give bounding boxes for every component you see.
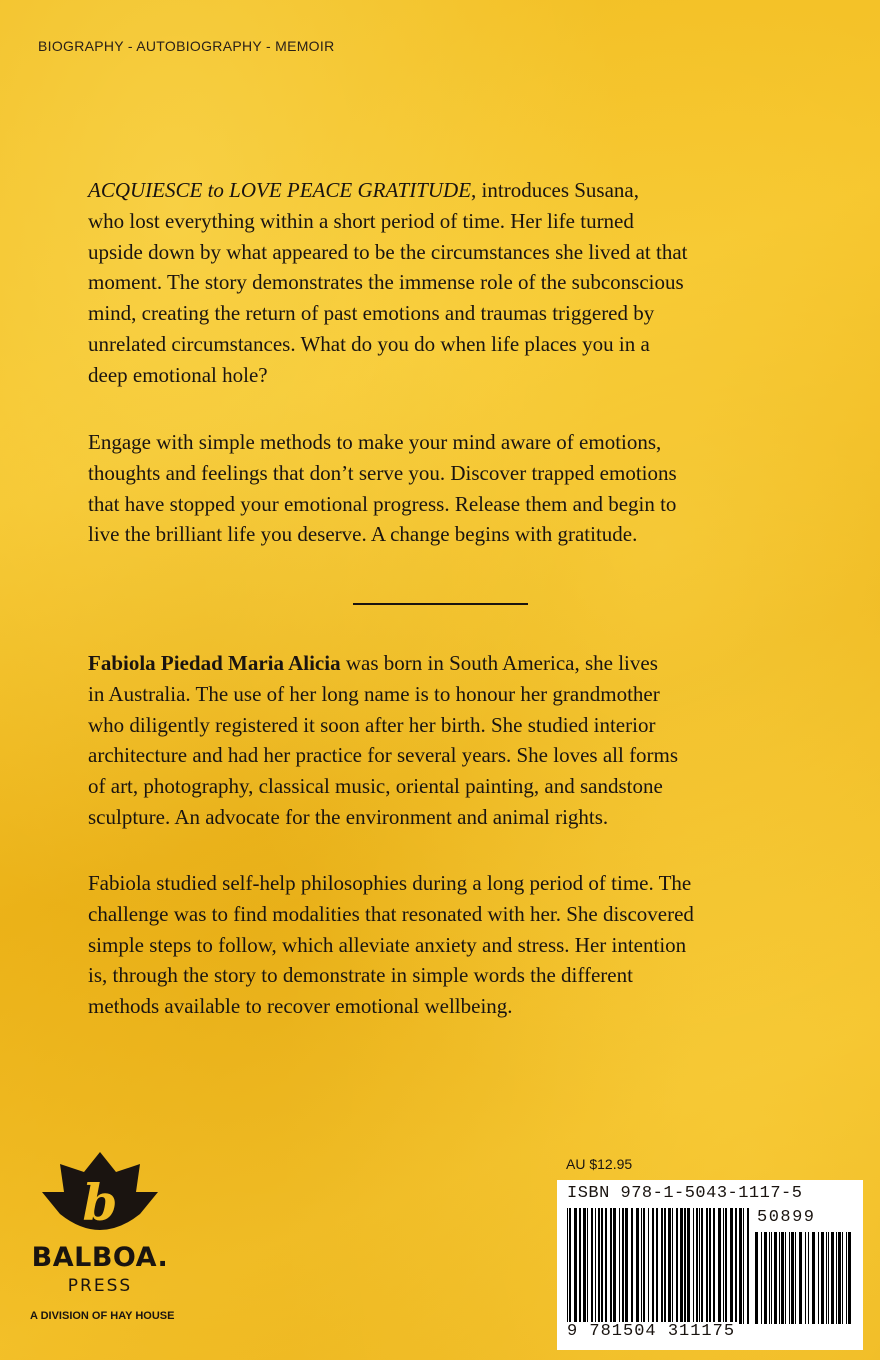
author-bio-line: architecture and had her practice for several years. She loves all forms — [88, 743, 679, 768]
barcode-bar — [656, 1208, 658, 1324]
barcode-bar — [567, 1208, 568, 1324]
barcode-bar — [643, 1208, 645, 1324]
isbn-label: ISBN 978-1-5043-1117-5 — [567, 1184, 803, 1203]
isbn-barcode — [557, 1180, 863, 1350]
barcode-bar — [781, 1232, 784, 1324]
ean-barcode-bars — [567, 1208, 753, 1324]
engage-line: thoughts and feelings that don’t serve you. Discover trapped emotions — [88, 460, 677, 485]
barcode-bar — [583, 1208, 586, 1324]
synopsis-line: unrelated circumstances. What do you do when life places you in a — [88, 331, 650, 356]
barcode-bar — [828, 1232, 829, 1324]
barcode-bar — [706, 1208, 708, 1324]
barcode-bar — [672, 1208, 673, 1324]
price-label: AU $12.95 — [566, 1156, 633, 1172]
section-divider — [353, 603, 528, 605]
barcode-bar — [739, 1208, 742, 1324]
barcode-bar — [725, 1208, 727, 1324]
barcode-bar — [684, 1208, 686, 1324]
barcode-bar — [648, 1208, 649, 1324]
publisher-name: BALBOA. — [31, 1242, 169, 1273]
author-study-line: Fabiola studied self-help philosophies during a long period of time. The — [88, 871, 692, 895]
barcode-bar — [622, 1208, 624, 1324]
barcode-bar — [676, 1208, 678, 1324]
barcode-bar — [785, 1232, 786, 1324]
barcode-bar — [595, 1208, 596, 1324]
barcode-bar — [808, 1232, 809, 1324]
barcode-bar — [761, 1232, 762, 1324]
barcode-bar — [574, 1208, 577, 1324]
barcode-bar — [735, 1208, 737, 1324]
barcode-bar — [661, 1208, 663, 1324]
barcode-bar — [826, 1232, 827, 1324]
publisher-division: A DIVISION OF HAY HOUSE — [30, 1310, 175, 1322]
author-study-line: simple steps to follow, which alleviate anxiety and stress. Her intention — [88, 932, 687, 957]
barcode-bar — [818, 1232, 819, 1324]
barcode-bar — [764, 1232, 767, 1324]
barcode-bar — [579, 1208, 581, 1324]
synopsis-line: deep emotional hole? — [88, 362, 268, 387]
barcode-bar — [848, 1232, 851, 1324]
author-bio-paragraph — [88, 648, 803, 833]
barcode-bar — [730, 1208, 733, 1324]
engage-line: Engage with simple methods to make your mind aware of emotions, — [88, 430, 662, 454]
barcode-bar — [842, 1232, 843, 1324]
barcode-bar — [636, 1208, 639, 1324]
author-bio-line: of art, photography, classical music, oriental painting, and sandstone — [88, 774, 663, 799]
book-title: ACQUIESCE to LOVE PEACE GRATITUDE — [88, 178, 472, 202]
barcode-bar — [668, 1208, 671, 1324]
logo-letter: b — [82, 1173, 118, 1232]
synopsis-line: mind, creating the return of past emotions and traumas triggered by — [88, 301, 655, 326]
barcode-bar — [812, 1232, 815, 1324]
synopsis-line-1: , introduces Susana, — [471, 178, 640, 202]
author-name: Fabiola Piedad Maria Alicia — [88, 651, 341, 675]
barcode-bar — [805, 1232, 806, 1324]
synopsis-paragraph — [88, 175, 803, 391]
author-bio-line: sculpture. An advocate for the environment and animal rights. — [88, 804, 609, 829]
barcode-bar — [605, 1208, 607, 1324]
barcode-bar — [587, 1208, 588, 1324]
barcode-bar — [791, 1232, 794, 1324]
author-bio-line: in Australia. The use of her long name is to honour her grandmother — [88, 681, 660, 706]
barcode-bar — [836, 1232, 837, 1324]
genre-label: BIOGRAPHY - AUTOBIOGRAPHY - MEMOIR — [38, 38, 335, 54]
engage-line: live the brilliant life you deserve. A change begins with gratitude. — [88, 522, 638, 547]
barcode-bar — [641, 1208, 642, 1324]
barcode-bar — [601, 1208, 603, 1324]
barcode-bar — [771, 1232, 772, 1324]
barcode-bar — [831, 1232, 834, 1324]
barcode-bar — [701, 1208, 703, 1324]
addon-barcode-bars — [755, 1232, 853, 1324]
author-bio-line: who diligently registered it soon after her birth. She studied interior — [88, 712, 656, 737]
synopsis-line: moment. The story demonstrates the immense role of the subconscious — [88, 270, 684, 295]
barcode-bar — [687, 1208, 690, 1324]
barcode-bar — [795, 1232, 796, 1324]
barcode-bar — [591, 1208, 593, 1324]
barcode-bar — [723, 1208, 724, 1324]
barcode-bar — [769, 1232, 770, 1324]
barcode-bar — [625, 1208, 628, 1324]
barcode-bar — [779, 1232, 780, 1324]
barcode-bar — [631, 1208, 633, 1324]
barcode-bar — [846, 1232, 847, 1324]
barcode-bar — [718, 1208, 721, 1324]
barcode-bar — [610, 1208, 612, 1324]
barcode-bar — [747, 1208, 749, 1324]
barcode-bar — [619, 1208, 620, 1324]
author-study-paragraph — [88, 868, 803, 1022]
barcode-bar — [569, 1208, 571, 1324]
engage-paragraph — [88, 427, 803, 550]
barcode-bar — [789, 1232, 790, 1324]
barcode-bar — [755, 1232, 758, 1324]
barcode-bar — [680, 1208, 683, 1324]
barcode-bar — [799, 1232, 802, 1324]
lotus-b-icon — [30, 1150, 170, 1242]
synopsis-line: who lost everything within a short period of time. Her life turned — [88, 208, 634, 233]
barcode-bar — [613, 1208, 616, 1324]
synopsis-line: upside down by what appeared to be the circumstances she lived at that — [88, 239, 688, 264]
publisher-sub: PRESS — [67, 1276, 133, 1296]
author-study-line: is, through the story to demonstrate in simple words the different — [88, 963, 633, 988]
barcode-bar — [699, 1208, 700, 1324]
barcode-bar — [598, 1208, 600, 1324]
barcode-bar — [696, 1208, 698, 1324]
barcode-bar — [821, 1232, 824, 1324]
author-study-line: challenge was to find modalities that resonated with her. She discovered — [88, 901, 694, 926]
barcode-bar — [774, 1232, 777, 1324]
barcode-bar — [664, 1208, 666, 1324]
author-study-line: methods available to recover emotional wellbeing. — [88, 994, 513, 1019]
engage-line: that have stopped your emotional progress. Release them and begin to — [88, 491, 677, 516]
addon-number: 50899 — [757, 1208, 816, 1227]
ean-number: 9 781504 311175 — [567, 1322, 739, 1341]
barcode-bar — [652, 1208, 654, 1324]
barcode-bar — [838, 1232, 841, 1324]
barcode-bar — [743, 1208, 744, 1324]
publisher-logo — [30, 1150, 205, 1350]
barcode-bar — [709, 1208, 711, 1324]
author-bio-line-1: was born in South America, she lives — [340, 651, 658, 675]
barcode-bar — [713, 1208, 715, 1324]
barcode-bar — [693, 1208, 694, 1324]
